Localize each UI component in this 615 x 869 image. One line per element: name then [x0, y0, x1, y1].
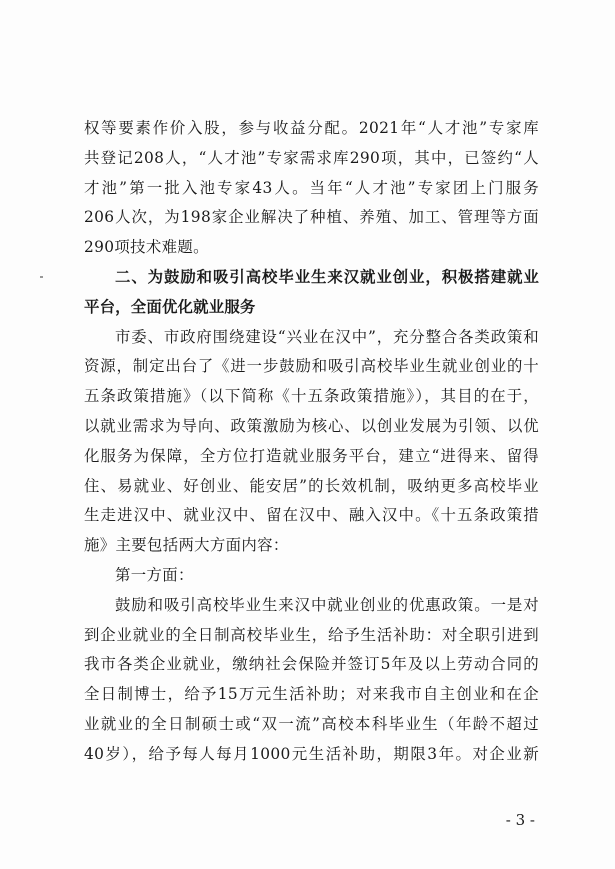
- text-line: 到企业就业的全日制高校毕业生，给予生活补助：对全职引进到: [84, 625, 539, 644]
- section-heading: 二、为鼓励和吸引高校毕业生来汉就业创业，积极搭建就业: [115, 267, 539, 286]
- text-line: 住、易就业、好创业、能安居”的长效机制，吸纳更多高校毕业: [84, 476, 539, 495]
- text-line: 施》主要包括两大方面内容：: [84, 536, 289, 555]
- text-line: 290项技术难题。: [84, 238, 209, 257]
- margin-mark: [40, 276, 43, 278]
- text-line: 才池”第一批入池专家43人。当年“人才池”专家团上门服务: [84, 178, 539, 197]
- text-line: 以就业需求为导向、政策激励为核心、以创业发展为引领、以优: [84, 416, 539, 435]
- text-line: 全日制博士，给予15万元生活补助；对来我市自主创业和在企: [84, 685, 539, 704]
- text-line: 206人次，为198家企业解决了种植、养殖、加工、管理等方面: [84, 208, 539, 227]
- section-label: 第一方面：: [115, 565, 194, 584]
- page-number: - 3 -: [505, 811, 535, 829]
- section-heading: 平台，全面优化就业服务: [84, 297, 256, 316]
- text-line: 我市各类企业就业，缴纳社会保险并签订5年及以上劳动合同的: [84, 655, 539, 674]
- text-line: 生走进汉中、就业汉中、留在汉中、融入汉中。《十五条政策措: [84, 506, 539, 525]
- text-line: 共登记208人，“人才池”专家需求库290项，其中，已签约“人: [84, 148, 539, 167]
- text-line: 业就业的全日制硕士或“双一流”高校本科毕业生（年龄不超过: [84, 714, 539, 733]
- document-body: [84, 114, 539, 770]
- text-line: 40岁），给予每人每月1000元生活补助，期限3年。对企业新: [84, 744, 539, 763]
- text-line: 五条政策措施》（以下简称《十五条政策措施》），其目的在于，: [84, 387, 539, 406]
- text-line: 权等要素作价入股，参与收益分配。2021年“人才池”专家库: [84, 119, 539, 137]
- text-line: 资源，制定出台了《进一步鼓励和吸引高校毕业生就业创业的十: [84, 357, 539, 376]
- text-line: 鼓励和吸引高校毕业生来汉中就业创业的优惠政策。一是对: [115, 595, 539, 614]
- text-line: 化服务为保障，全方位打造就业服务平台，建立“进得来、留得: [84, 446, 539, 465]
- text-line: 市委、市政府围绕建设“兴业在汉中”，充分整合各类政策和: [115, 327, 539, 346]
